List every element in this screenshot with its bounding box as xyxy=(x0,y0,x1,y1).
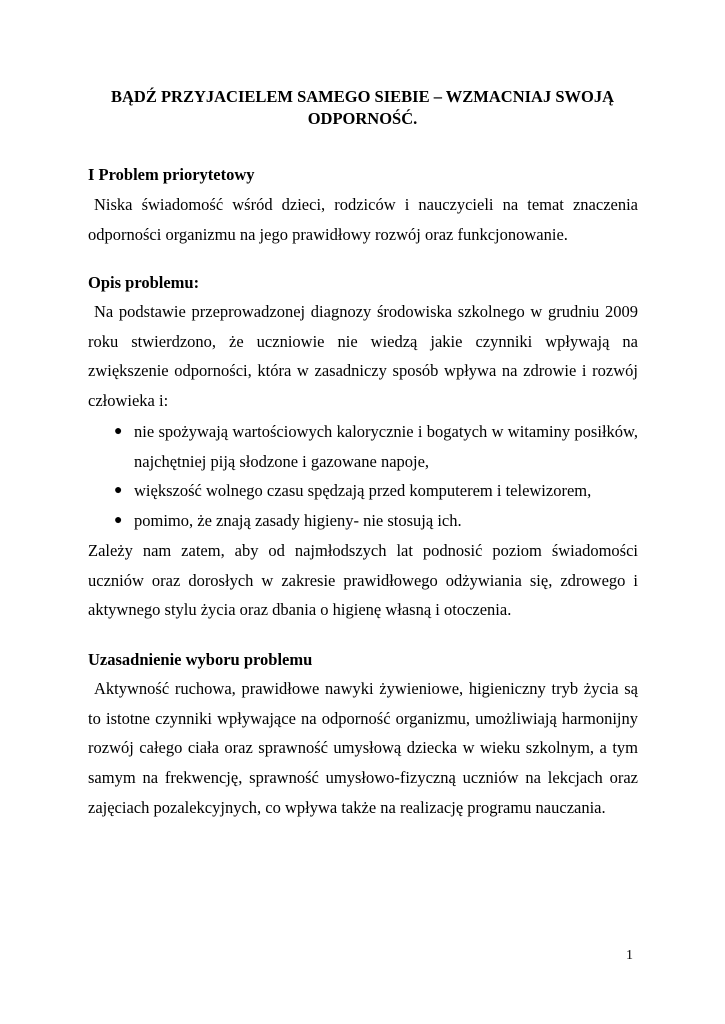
bullet-text: pomimo, że znają zasady higieny- nie stosują ich. xyxy=(134,511,462,531)
section-heading-priority-problem: I Problem priorytetowy xyxy=(88,165,255,184)
list-item xyxy=(88,417,638,476)
problem-bullet-list xyxy=(88,417,638,536)
justification-paragraph: Aktywność ruchowa, prawidłowe nawyki żywieniowe, higieniczny tryb życia są to istotne czynniki wpływające na odporność organizmu, umożliwiają harmonijny rozwój całego ciała oraz sprawność umysłową dziecka w wieku szkolnym, a tym samym na frekwencję, sprawność umysłowo-fizyczną uczniów na lekcjach oraz zajęciach pozalekcyjnych, co wpływa także na realizację programu nauczania. xyxy=(88,679,638,817)
list-item xyxy=(88,476,638,506)
bullet-text: większość wolnego czasu spędzają przed komputerem i telewizorem, xyxy=(134,481,592,501)
priority-problem-paragraph: Niska świadomość wśród dzieci, rodziców i nauczycieli na temat znaczenia odporności organizmu na jego prawidłowy rozwój oraz funkcjonowanie. xyxy=(88,195,638,244)
problem-description-paragraph: Na podstawie przeprowadzonej diagnozy środowiska szkolnego w grudniu 2009 roku stwierdzono, że uczniowie nie wiedzą jakie czynniki wpływają na zwiększenie odporności, która w zasadniczy sposób wpływa na zdrowie i rozwój człowieka i: xyxy=(88,302,638,411)
bullet-icon: ● xyxy=(114,483,123,499)
conclusion-paragraph: Zależy nam zatem, aby od najmłodszych lat podnosić poziom świadomości uczniów oraz dorosłych w zakresie prawidłowego odżywiania się, zdrowego i aktywnego stylu życia oraz dbania o higienę własną i otoczenia. xyxy=(88,541,638,620)
bullet-text: nie spożywają wartościowych kalorycznie i bogatych w witaminy posiłków, najchętniej piją słodzone i gazowane napoje, xyxy=(134,422,638,471)
document-title: BĄDŹ PRZYJACIELEM SAMEGO SIEBIE – WZMACNIAJ SWOJĄ ODPORNOŚĆ. xyxy=(110,87,615,128)
section-heading-problem-description: Opis problemu: xyxy=(88,273,200,292)
list-item xyxy=(88,506,638,536)
section-heading-justification: Uzasadnienie wyboru problemu xyxy=(88,650,313,669)
bullet-icon: ● xyxy=(114,513,123,529)
page-number: 1 xyxy=(626,948,633,963)
bullet-icon: ● xyxy=(114,424,123,439)
